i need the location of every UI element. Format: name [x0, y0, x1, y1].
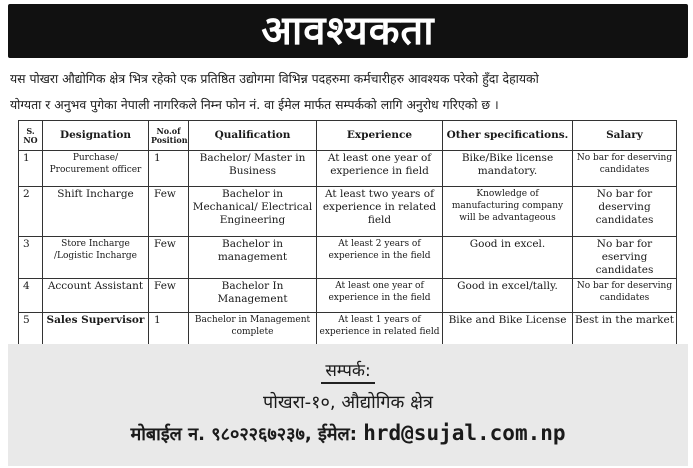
cell-designation: Shift Incharge — [43, 187, 149, 237]
cell-salary: Best in the market — [573, 313, 677, 346]
header-qualification: Qualification — [189, 121, 317, 151]
cell-qualification: Bachelor in Management complete — [189, 313, 317, 346]
cell-positions: 1 — [149, 151, 189, 187]
cell-other: Knowledge of manufacturing company will be advantageous — [443, 187, 573, 237]
cell-salary: No bar for deserving candidates — [573, 151, 677, 187]
cell-qualification: Bachelor in management — [189, 237, 317, 279]
vacancy-table — [18, 120, 677, 346]
cell-experience: At least one year of experience in the field — [317, 279, 443, 313]
cell-positions: Few — [149, 279, 189, 313]
cell-other: Bike and Bike License — [443, 313, 573, 346]
header-designation: Designation — [43, 121, 149, 151]
contact-address: पोखरा-१०, औद्योगिक क्षेत्र — [263, 392, 433, 413]
cell-other: Good in excel. — [443, 237, 573, 279]
cell-designation: Purchase/ Procurement officer — [43, 151, 149, 187]
contact-section — [8, 344, 688, 466]
table-row — [19, 313, 677, 346]
table-row — [19, 237, 677, 279]
table-header-row — [19, 121, 677, 151]
page-title: आवश्यकता — [261, 8, 435, 54]
cell-sno: 5 — [19, 313, 43, 346]
cell-salary: No bar for deserving candidates — [573, 187, 677, 237]
header-positions: No.of Position — [149, 121, 189, 151]
cell-sno: 3 — [19, 237, 43, 279]
intro-line-2: योग्यता र अनुभव पुगेका नेपाली नागरिकले निम्न फोन नं. वा ईमेल मार्फत सम्पर्कको लागि अनुरोध गरिएको छ । — [10, 97, 499, 112]
contact-email-link[interactable]: hrd@sujal.com.np — [363, 421, 566, 445]
table-row — [19, 279, 677, 313]
cell-other: Bike/Bike license mandatory. — [443, 151, 573, 187]
cell-qualification: Bachelor in Mechanical/ Electrical Engineering — [189, 187, 317, 237]
header-sno: S. NO — [19, 121, 43, 151]
header-experience: Experience — [317, 121, 443, 151]
cell-positions: Few — [149, 237, 189, 279]
cell-designation: Store Incharge /Logistic Incharge — [43, 237, 149, 279]
table-row — [19, 151, 677, 187]
contact-details — [8, 421, 688, 446]
cell-salary: No bar for eserving candidates — [573, 237, 677, 279]
cell-sno: 4 — [19, 279, 43, 313]
header-salary: Salary — [573, 121, 677, 151]
cell-experience: At least one year of experience in field — [317, 151, 443, 187]
intro-paragraph — [10, 66, 682, 118]
intro-line-1: यस पोखरा औद्योगिक क्षेत्र भित्र रहेको एक प्रतिष्ठित उद्योगमा विभिन्न पदहरुमा कर्मचारीहरु आवश्यक परेको हुँदा देहायको — [10, 71, 539, 86]
cell-sno: 2 — [19, 187, 43, 237]
contact-heading — [8, 358, 688, 384]
cell-experience: At least two years of experience in related field — [317, 187, 443, 237]
cell-experience: At least 1 years of experience in related field — [317, 313, 443, 346]
header-banner — [8, 4, 688, 58]
header-other-specifications: Other specifications. — [443, 121, 573, 151]
cell-positions: Few — [149, 187, 189, 237]
cell-designation: Sales Supervisor — [43, 313, 149, 346]
cell-other: Good in excel/tally. — [443, 279, 573, 313]
table-row — [19, 187, 677, 237]
cell-qualification: Bachelor/ Master in Business — [189, 151, 317, 187]
cell-sno: 1 — [19, 151, 43, 187]
contact-mobile: मोबाईल न. ९८०२२६७२३७, ईमेल: — [130, 424, 357, 445]
cell-experience: At least 2 years of experience in the field — [317, 237, 443, 279]
cell-positions: 1 — [149, 313, 189, 346]
contact-heading-text: सम्पर्क: — [321, 358, 374, 384]
cell-salary: No bar for deserving candidates — [573, 279, 677, 313]
cell-qualification: Bachelor In Management — [189, 279, 317, 313]
cell-designation: Account Assistant — [43, 279, 149, 313]
